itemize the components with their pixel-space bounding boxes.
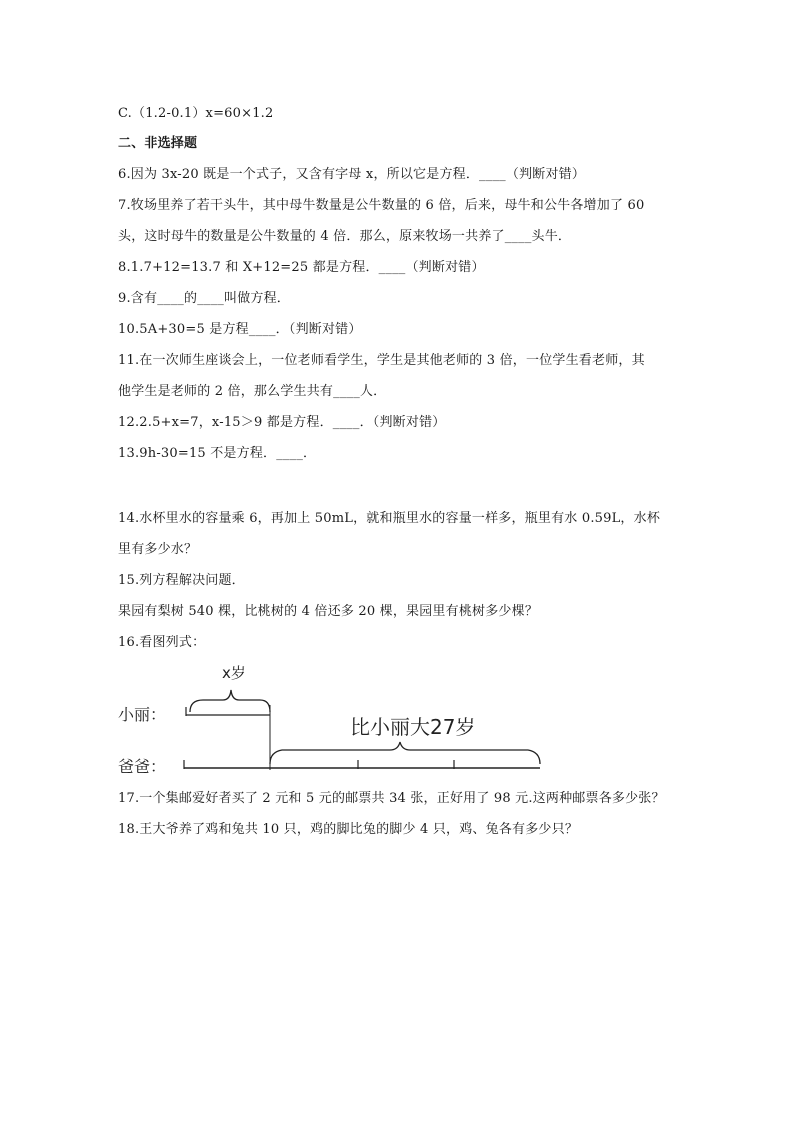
difference-brace (270, 742, 540, 764)
xiaoli-label: 小丽： (118, 705, 167, 724)
xiaoli-brace (190, 690, 270, 712)
difference-label: 比小丽大27岁 (350, 715, 476, 739)
question-15-body: 果园有梨树 540 棵，比桃树的 4 倍还多 20 棵，果园里有桃树多少棵？ (118, 604, 539, 619)
question-11-line-1: 11.在一次师生座谈会上，一位老师看学生，学生是其他老师的 3 倍，一位学生看老师，其 (118, 353, 645, 368)
x-age-label: x岁 (222, 664, 246, 682)
question-6: 6.因为 3x-20 既是一个式子，又含有字母 x，所以它是方程．____（判断对错） (118, 167, 586, 182)
question-18: 18.王大爷养了鸡和兔共 10 只，鸡的脚比兔的脚少 4 只，鸡、兔各有多少只？ (118, 822, 579, 837)
question-9: 9.含有____的____叫做方程． (118, 291, 291, 306)
option-c: C.（1.2-0.1）x=60×1.2 (118, 106, 274, 121)
question-15: 15.列方程解决问题． (118, 573, 245, 588)
question-7-line-1: 7.牧场里养了若干头牛，其中母牛数量是公牛数量的 6 倍，后来，母牛和公牛各增加了 60 (118, 198, 645, 213)
section-heading: 二、非选择题 (118, 136, 198, 151)
line-segment-diagram (118, 660, 548, 778)
question-8: 8.1.7+12=13.7 和 X+12=25 都是方程．____（判断对错） (118, 260, 485, 275)
question-17: 17.一个集邮爱好者买了 2 元和 5 元的邮票共 34 张，正好用了 98 元.这两种邮票各多少张？ (118, 791, 665, 806)
question-14-line-1: 14.水杯里水的容量乘 6，再加上 50mL，就和瓶里水的容量一样多，瓶里有水 0.59L，水杯 (118, 511, 661, 526)
question-12: 12.2.5+x=7，x-15＞9 都是方程．____．（判断对错） (118, 415, 446, 430)
question-7-line-2: 头，这时母牛的数量是公牛数量的 4 倍．那么，原来牧场一共养了____头牛． (118, 229, 572, 244)
question-13: 13.9h-30=15 不是方程．____． (118, 446, 317, 461)
baba-label: 爸爸： (118, 757, 167, 776)
question-14-line-2: 里有多少水？ (118, 542, 198, 557)
diagram-svg (118, 660, 548, 778)
question-11-line-2: 他学生是老师的 2 倍，那么学生共有____人． (118, 384, 387, 399)
question-16: 16.看图列式： (118, 635, 206, 650)
question-10: 10.5A+30=5 是方程____．（判断对错） (118, 322, 362, 337)
